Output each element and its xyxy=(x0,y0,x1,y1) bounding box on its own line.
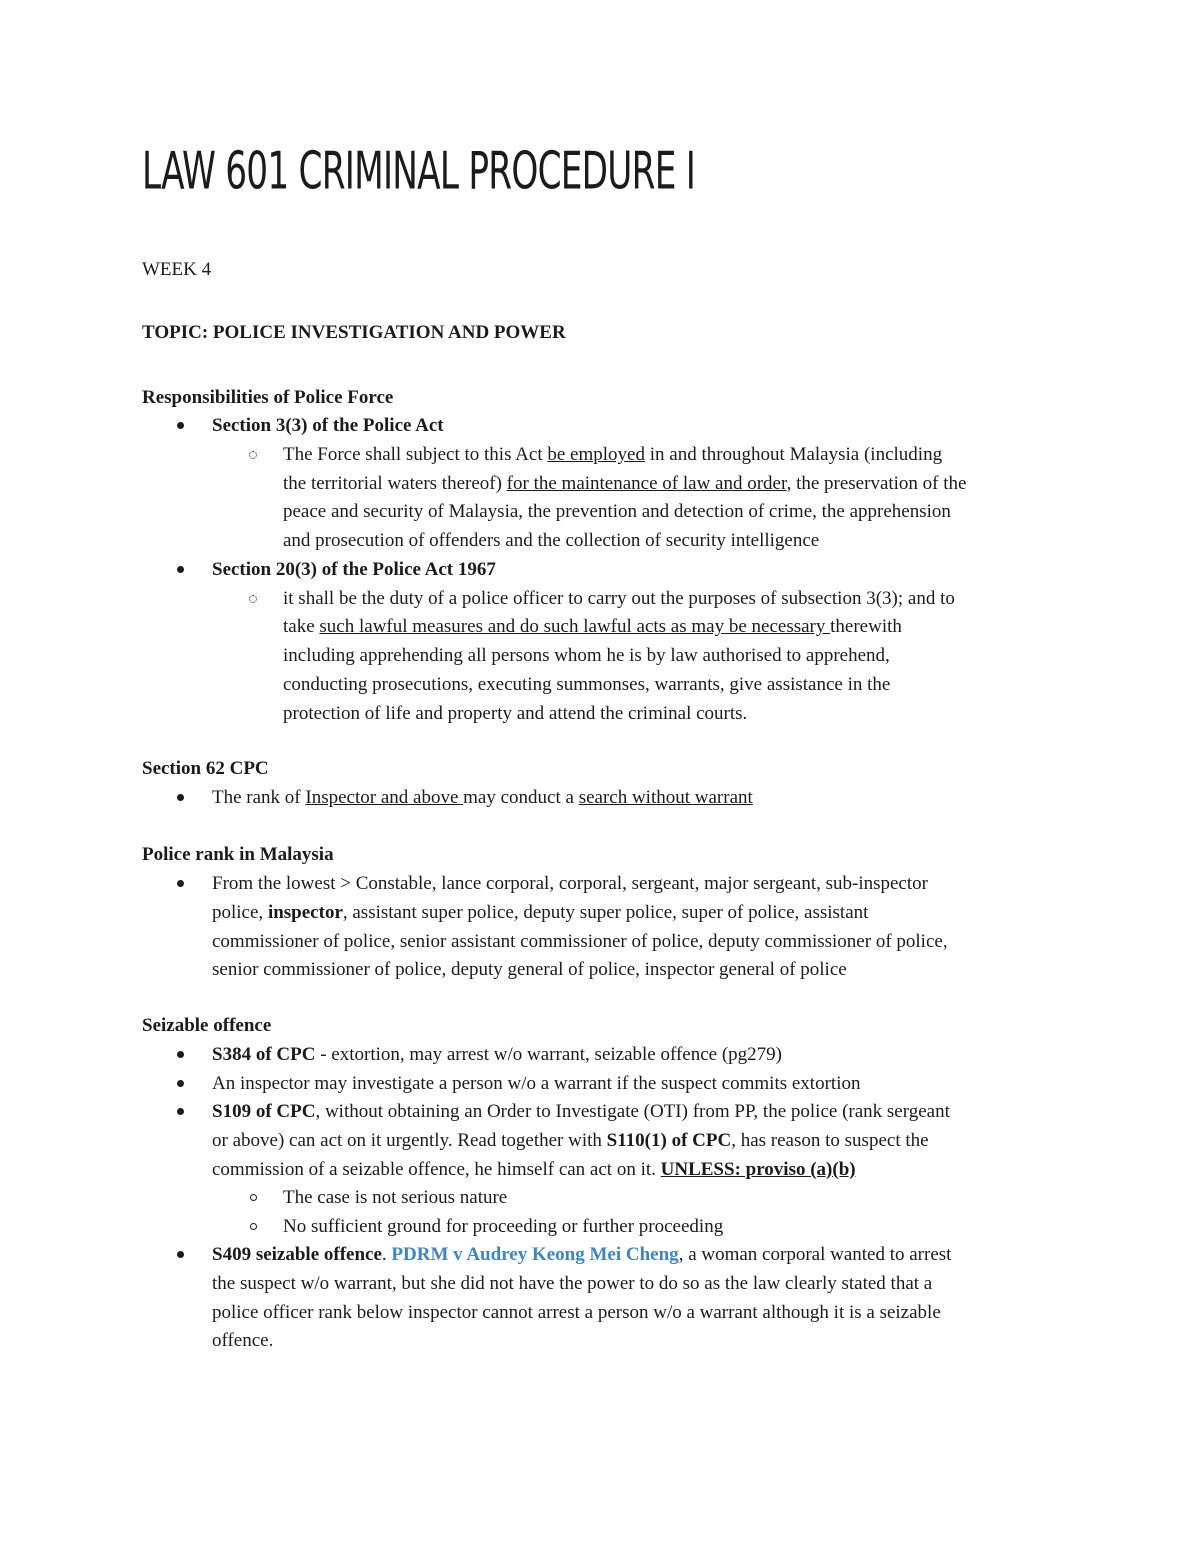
seizable-item-2: An inspector may investigate a person w/o a warrant if the suspect commits extortion xyxy=(212,1073,861,1094)
document-title: LAW 601 CRIMINAL PROCEDURE I xyxy=(142,141,696,202)
ranks-line-2: police, inspector, assistant super police, deputy super police, super of police, assistant xyxy=(212,902,869,923)
ranks-line-4: senior commissioner of police, deputy general of police, inspector general of police xyxy=(212,959,847,980)
bullet-icon xyxy=(177,422,184,429)
topic-heading: TOPIC: POLICE INVESTIGATION AND POWER xyxy=(142,322,566,343)
section-20-3-label: Section 20(3) of the Police Act 1967 xyxy=(212,559,496,580)
section-62-heading: Section 62 CPC xyxy=(142,758,269,779)
s203-line-5: protection of life and property and attend the criminal courts. xyxy=(283,703,748,724)
seizable-heading: Seizable offence xyxy=(142,1015,272,1036)
bullet-icon xyxy=(177,1051,184,1058)
seizable-item-1: S384 of CPC - extortion, may arrest w/o warrant, seizable offence (pg279) xyxy=(212,1044,783,1065)
section-3-3-label: Section 3(3) of the Police Act xyxy=(212,415,444,436)
s33-line-4: and prosecution of offenders and the collection of security intelligence xyxy=(283,530,820,551)
proviso-b: No sufficient ground for proceeding or further proceeding xyxy=(283,1216,724,1237)
seizable-item-3-line-2: or above) can act on it urgently. Read together with S110(1) of CPC, has reason to suspect the xyxy=(212,1130,929,1151)
responsibilities-heading: Responsibilities of Police Force xyxy=(142,387,394,408)
s203-line-4: conducting prosecutions, executing summonses, warrants, give assistance in the xyxy=(283,674,891,695)
bullet-icon xyxy=(177,1108,184,1115)
seizable-item-4-line-3: police officer rank below inspector cannot arrest a person w/o a warrant although it is a seizable xyxy=(212,1302,941,1323)
s203-line-2: take such lawful measures and do such lawful acts as may be necessary therewith xyxy=(283,616,902,637)
ranks-line-1: From the lowest > Constable, lance corporal, corporal, sergeant, major sergeant, sub-inspector xyxy=(212,873,928,894)
bullet-icon xyxy=(177,1080,184,1087)
proviso-a: The case is not serious nature xyxy=(283,1187,508,1208)
s203-line-3: including apprehending all persons whom he is by law authorised to apprehend, xyxy=(283,645,890,666)
seizable-item-4-line-1: S409 seizable offence. PDRM v Audrey Keong Mei Cheng, a woman corporal wanted to arrest xyxy=(212,1244,952,1265)
sub-bullet-icon xyxy=(250,1194,257,1201)
section-62-text: The rank of Inspector and above may conduct a search without warrant xyxy=(212,787,753,808)
seizable-item-3-line-3: commission of a seizable offence, he himself can act on it. UNLESS: proviso (a)(b) xyxy=(212,1159,856,1180)
s203-line-1: it shall be the duty of a police officer to carry out the purposes of subsection 3(3); and to xyxy=(283,588,955,609)
seizable-item-4-line-2: the suspect w/o warrant, but she did not have the power to do so as the law clearly stated that a xyxy=(212,1273,933,1294)
bullet-icon xyxy=(177,566,184,573)
s33-line-1: The Force shall subject to this Act be employed in and throughout Malaysia (including xyxy=(283,444,943,465)
week-label: WEEK 4 xyxy=(142,259,212,280)
sub-bullet-icon xyxy=(249,451,257,459)
case-name: PDRM v Audrey Keong Mei Cheng xyxy=(391,1244,679,1265)
sub-bullet-icon xyxy=(250,1223,257,1230)
bullet-icon xyxy=(177,794,184,801)
ranks-line-3: commissioner of police, senior assistant commissioner of police, deputy commissioner of police, xyxy=(212,931,948,952)
bullet-icon xyxy=(177,880,184,887)
s33-line-3: peace and security of Malaysia, the prevention and detection of crime, the apprehension xyxy=(283,501,951,522)
seizable-item-4-line-4: offence. xyxy=(212,1330,274,1351)
seizable-item-3-line-1: S109 of CPC, without obtaining an Order to Investigate (OTI) from PP, the police (rank sergeant xyxy=(212,1101,950,1122)
sub-bullet-icon xyxy=(249,595,257,603)
s33-line-2: the territorial waters thereof) for the maintenance of law and order, the preservation of the xyxy=(283,473,967,494)
bullet-icon xyxy=(177,1251,184,1258)
ranks-heading: Police rank in Malaysia xyxy=(142,844,334,865)
